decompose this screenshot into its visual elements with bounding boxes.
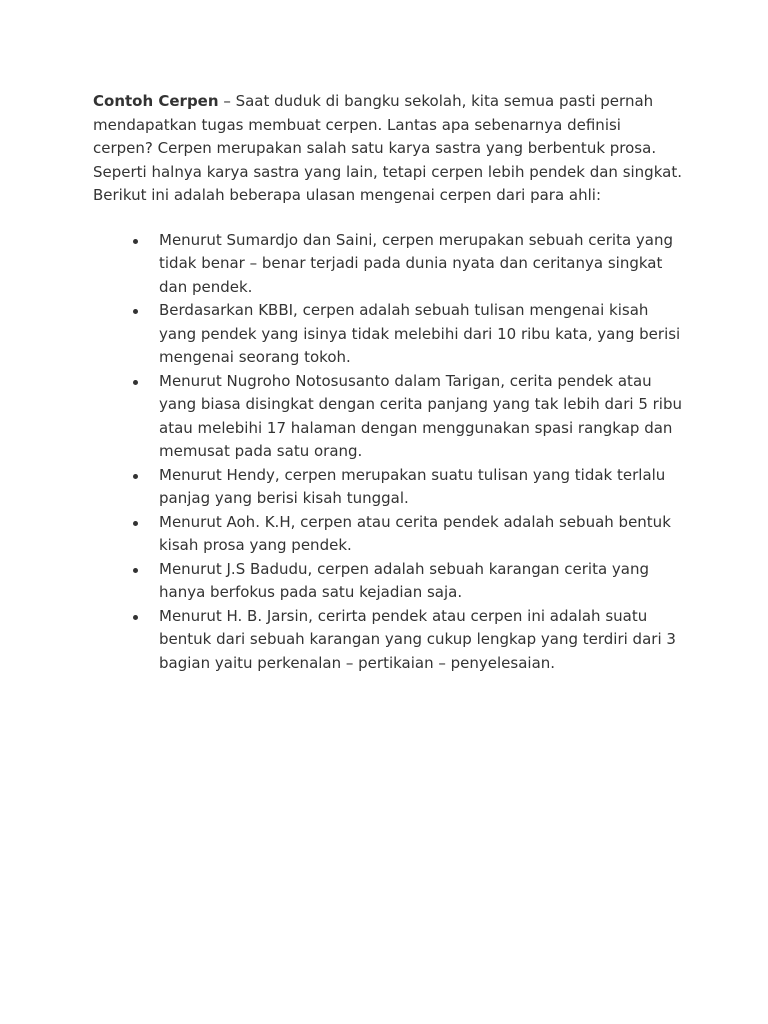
list-item-text: Menurut H. B. Jarsin, cerirta pendek atau cerpen ini adalah suatu bentuk dari sebuah karangan yang cukup lengkap yang terdiri dari 3 bagian yaitu perkenalan – pertikaian – penyelesaian. — [159, 606, 676, 672]
bullet-icon — [133, 521, 138, 526]
bullet-icon — [133, 239, 138, 244]
lead-sentence: Berikut ini adalah beberapa ulasan mengenai cerpen dari para ahli: — [93, 186, 602, 204]
bullet-icon — [133, 380, 138, 385]
list-item — [93, 558, 683, 605]
intro-paragraph — [93, 90, 683, 184]
list-item — [93, 605, 683, 676]
intro-text: – Saat duduk di bangku sekolah, kita semua pasti pernah mendapatkan tugas membuat cerpen. Lantas apa sebenarnya definisi cerpen? Cerpen merupakan salah satu karya sastra yang berbentuk prosa. Seperti halnya karya sastra yang lain, tetapi cerpen lebih pendek dan singkat. — [93, 92, 682, 181]
list-item-text: Menurut Nugroho Notosusanto dalam Tarigan, cerita pendek atau yang biasa disingkat dengan cerita panjang yang tak lebih dari 5 ribu atau melebihi 17 halaman dengan menggunakan spasi rangkap dan memusat pada satu orang. — [159, 371, 683, 460]
list-item-text: Menurut J.S Badudu, cerpen adalah sebuah karangan cerita yang hanya berfokus pada satu kejadian saja. — [159, 559, 650, 601]
bullet-icon — [133, 309, 138, 314]
list-item-text: Berdasarkan KBBI, cerpen adalah sebuah tulisan mengenai kisah yang pendek yang isinya tidak melebihi dari 10 ribu kata, yang berisi mengenai seorang tokoh. — [159, 301, 681, 366]
definition-list — [93, 229, 683, 676]
list-item-text: Menurut Hendy, cerpen merupakan suatu tulisan yang tidak terlalu panjag yang berisi kisah tunggal. — [159, 465, 666, 507]
bullet-icon — [133, 474, 138, 479]
intro-title: Contoh Cerpen — [93, 92, 219, 110]
list-item — [93, 464, 683, 511]
document-page — [93, 90, 683, 675]
bullet-icon — [133, 568, 138, 573]
list-item-text: Menurut Sumardjo dan Saini, cerpen merupakan sebuah cerita yang tidak benar – benar terjadi pada dunia nyata dan ceritanya singkat dan pendek. — [159, 230, 674, 296]
list-item-text: Menurut Aoh. K.H, cerpen atau cerita pendek adalah sebuah bentuk kisah prosa yang pendek. — [159, 512, 671, 554]
list-item — [93, 229, 683, 300]
bullet-icon — [133, 615, 138, 620]
list-item — [93, 370, 683, 464]
list-item — [93, 511, 683, 558]
list-item — [93, 299, 683, 370]
